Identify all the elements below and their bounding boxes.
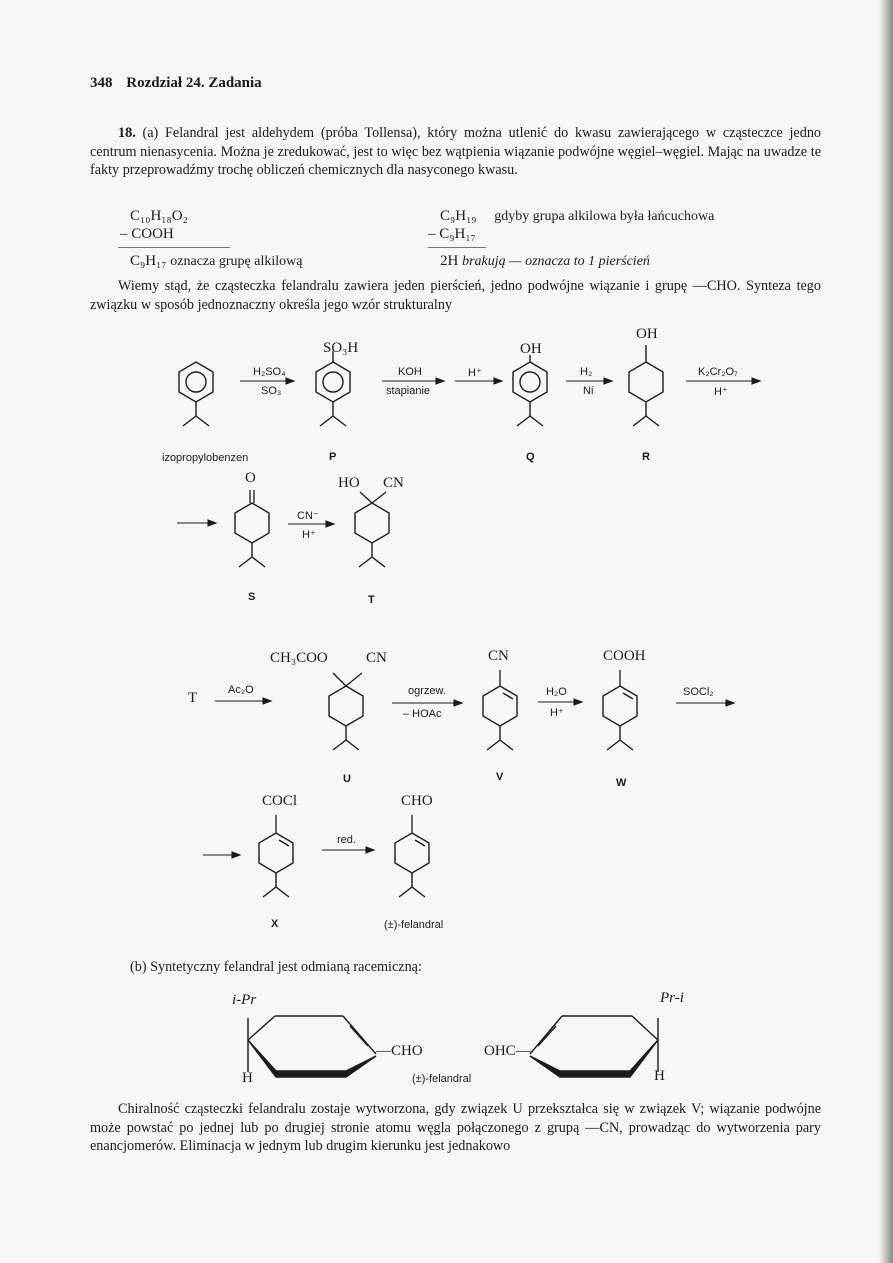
- page-number: 348: [90, 75, 113, 91]
- enantiomer-left-cho: —CHO: [376, 1043, 423, 1059]
- calc-left-result-note: oznacza grupę alkilową: [170, 254, 303, 269]
- reagent5-top: K₂Cr₂O₇: [698, 366, 738, 378]
- T-label: T: [368, 594, 375, 606]
- X-label: X: [271, 918, 279, 930]
- scheme3-start: T: [188, 690, 198, 706]
- enantiomer-right-ipr: Pr-i: [660, 990, 684, 1006]
- problem-number: 18.: [118, 125, 136, 141]
- Q-label: Q: [526, 451, 535, 463]
- part-a-text: (a) Felandral jest aldehydem (próba Tollensa), który można utlenić do kwasu zawierającego w cząsteczce jedno centrum nienasycenia. Można je zredukować, jest to więc bez wątpienia wiązanie podwójne węgiel–węgiel. Mając na uwadze te fakty przeprowadźmy trochę obliczeń chemicznych dla nasyconego kwasu.: [90, 125, 822, 179]
- Q-group: OH: [520, 341, 542, 357]
- P-label: P: [329, 451, 337, 463]
- reagent2-top: KOH: [398, 366, 422, 378]
- compound-R-structure: [629, 345, 663, 426]
- calc-right-result-note: brakują — oznacza to 1 pierścień: [462, 254, 650, 269]
- reagent4-top: H₂: [580, 366, 593, 378]
- reagent2-bottom: stapianie: [386, 385, 431, 397]
- U-label: U: [343, 773, 351, 785]
- reagent4-bottom: Ni: [583, 385, 594, 397]
- compound-W-structure: [603, 670, 637, 750]
- enantiomer-left-structure: [248, 1016, 376, 1077]
- reagent1-bottom: SO₃: [261, 385, 282, 397]
- part-b-text: (b) Syntetyczny felandral jest odmianą racemiczną:: [130, 959, 422, 975]
- final-paragraph: [90, 1100, 821, 1156]
- scheme3-reagent1-top: Ac₂O: [228, 684, 254, 696]
- compound-U-structure: [329, 673, 363, 750]
- compound-X-structure: [259, 815, 293, 897]
- scheme4-reagent-top: red.: [337, 834, 356, 846]
- R-group: OH: [636, 326, 658, 342]
- calc-left-result: C₉H₁₇: [130, 253, 167, 269]
- V-label: V: [496, 771, 504, 783]
- scheme3-arrow4: [676, 700, 734, 706]
- scheme4-arrow: [322, 847, 374, 853]
- scheme3-arrow3: [538, 699, 582, 705]
- X-group: COCl: [262, 793, 298, 809]
- felandral-structure: [395, 815, 429, 897]
- V-group: CN: [488, 648, 509, 664]
- U-group-right: CN: [366, 650, 387, 666]
- reagent3-top: H⁺: [468, 367, 482, 379]
- S-group: O: [245, 470, 256, 486]
- felandral-group: CHO: [401, 793, 433, 809]
- S-label: S: [248, 591, 256, 603]
- final-text: Chiralność cząsteczki felandralu zostaje wytworzona, gdy związek U przekształca się w związek V; wiązanie podwójne może powstać po jednej lub po drugiej stronie atomu węgla połączonego z grupą —CN, prowadząc do wytworzenia pary enancjomerów. Eliminacja w jednym lub drugim kierunku jest jednakowo: [90, 1101, 821, 1155]
- reagent5-bottom: H⁺: [714, 386, 728, 398]
- chapter-title: Rozdział 24. Zadania: [126, 75, 262, 91]
- enantiomers-caption: (±)-felandral: [412, 1073, 472, 1085]
- R-label: R: [642, 451, 650, 463]
- T-group-right: CN: [383, 475, 404, 491]
- calc-left-minus: – COOH: [120, 226, 174, 242]
- scheme2-reagent-top: CN⁻: [297, 510, 319, 522]
- scheme3-reagent4-top: SOCl₂: [683, 686, 714, 698]
- W-label: W: [616, 777, 627, 789]
- scheme3-reagent2-bottom: – HOAc: [403, 708, 442, 720]
- conclusion-text: Wiemy stąd, że cząsteczka felandralu zawiera jeden pierścień, jedno podwójne wiązanie i grupę —CHO. Synteza tego związku w sposób jednoznaczny określa jego wzór strukturalny: [90, 278, 821, 313]
- enantiomer-right-h: H: [654, 1068, 665, 1084]
- scheme2-lead-arrow: [177, 520, 216, 526]
- W-group: COOH: [603, 648, 646, 664]
- scheme3-reagent3-top: H₂O: [546, 686, 567, 698]
- U-group-left: CH₃COO: [270, 650, 328, 666]
- enantiomer-right-ohc: OHC—: [484, 1043, 531, 1059]
- enantiomer-left-ipr: i-Pr: [232, 992, 257, 1008]
- enantiomer-left-h: H: [242, 1070, 253, 1086]
- izopropylobenzen-structure: [179, 362, 213, 426]
- scheme3-arrow1: [215, 698, 271, 704]
- compound-P-structure: [316, 351, 350, 426]
- scheme3-reagent2-top: ogrzew.: [408, 685, 446, 697]
- P-group: SO₃H: [323, 340, 359, 356]
- scheme3-arrow2: [392, 700, 462, 706]
- scheme4-lead-arrow: [203, 852, 240, 858]
- calc-right-formula: C₉H₁₉: [440, 208, 477, 224]
- felandral-label: (±)-felandral: [384, 919, 444, 931]
- reagent1-top: H₂SO₄: [253, 366, 286, 378]
- compound-S-structure: [235, 490, 269, 567]
- calc-right-formula-note: gdyby grupa alkilowa była łańcuchowa: [494, 209, 715, 224]
- calc-right-result: 2H: [440, 253, 459, 269]
- compound-T-structure: [355, 492, 389, 567]
- part-b-paragraph: [130, 958, 730, 977]
- enantiomer-right-structure: [530, 1016, 658, 1077]
- scheme1-arrows: [240, 378, 760, 384]
- scheme3-reagent3-bottom: H⁺: [550, 707, 564, 719]
- calc-left-formula: C₁₀H₁₈O₂: [130, 208, 188, 224]
- scheme2-reagent-bottom: H⁺: [302, 529, 316, 541]
- compound-V-structure: [483, 670, 517, 750]
- compound-Q-structure: [513, 355, 547, 426]
- T-group-left: HO: [338, 475, 360, 491]
- calc-right-minus: – C₉H₁₇: [428, 226, 476, 242]
- izopropylobenzen-label: izopropylobenzen: [162, 452, 249, 464]
